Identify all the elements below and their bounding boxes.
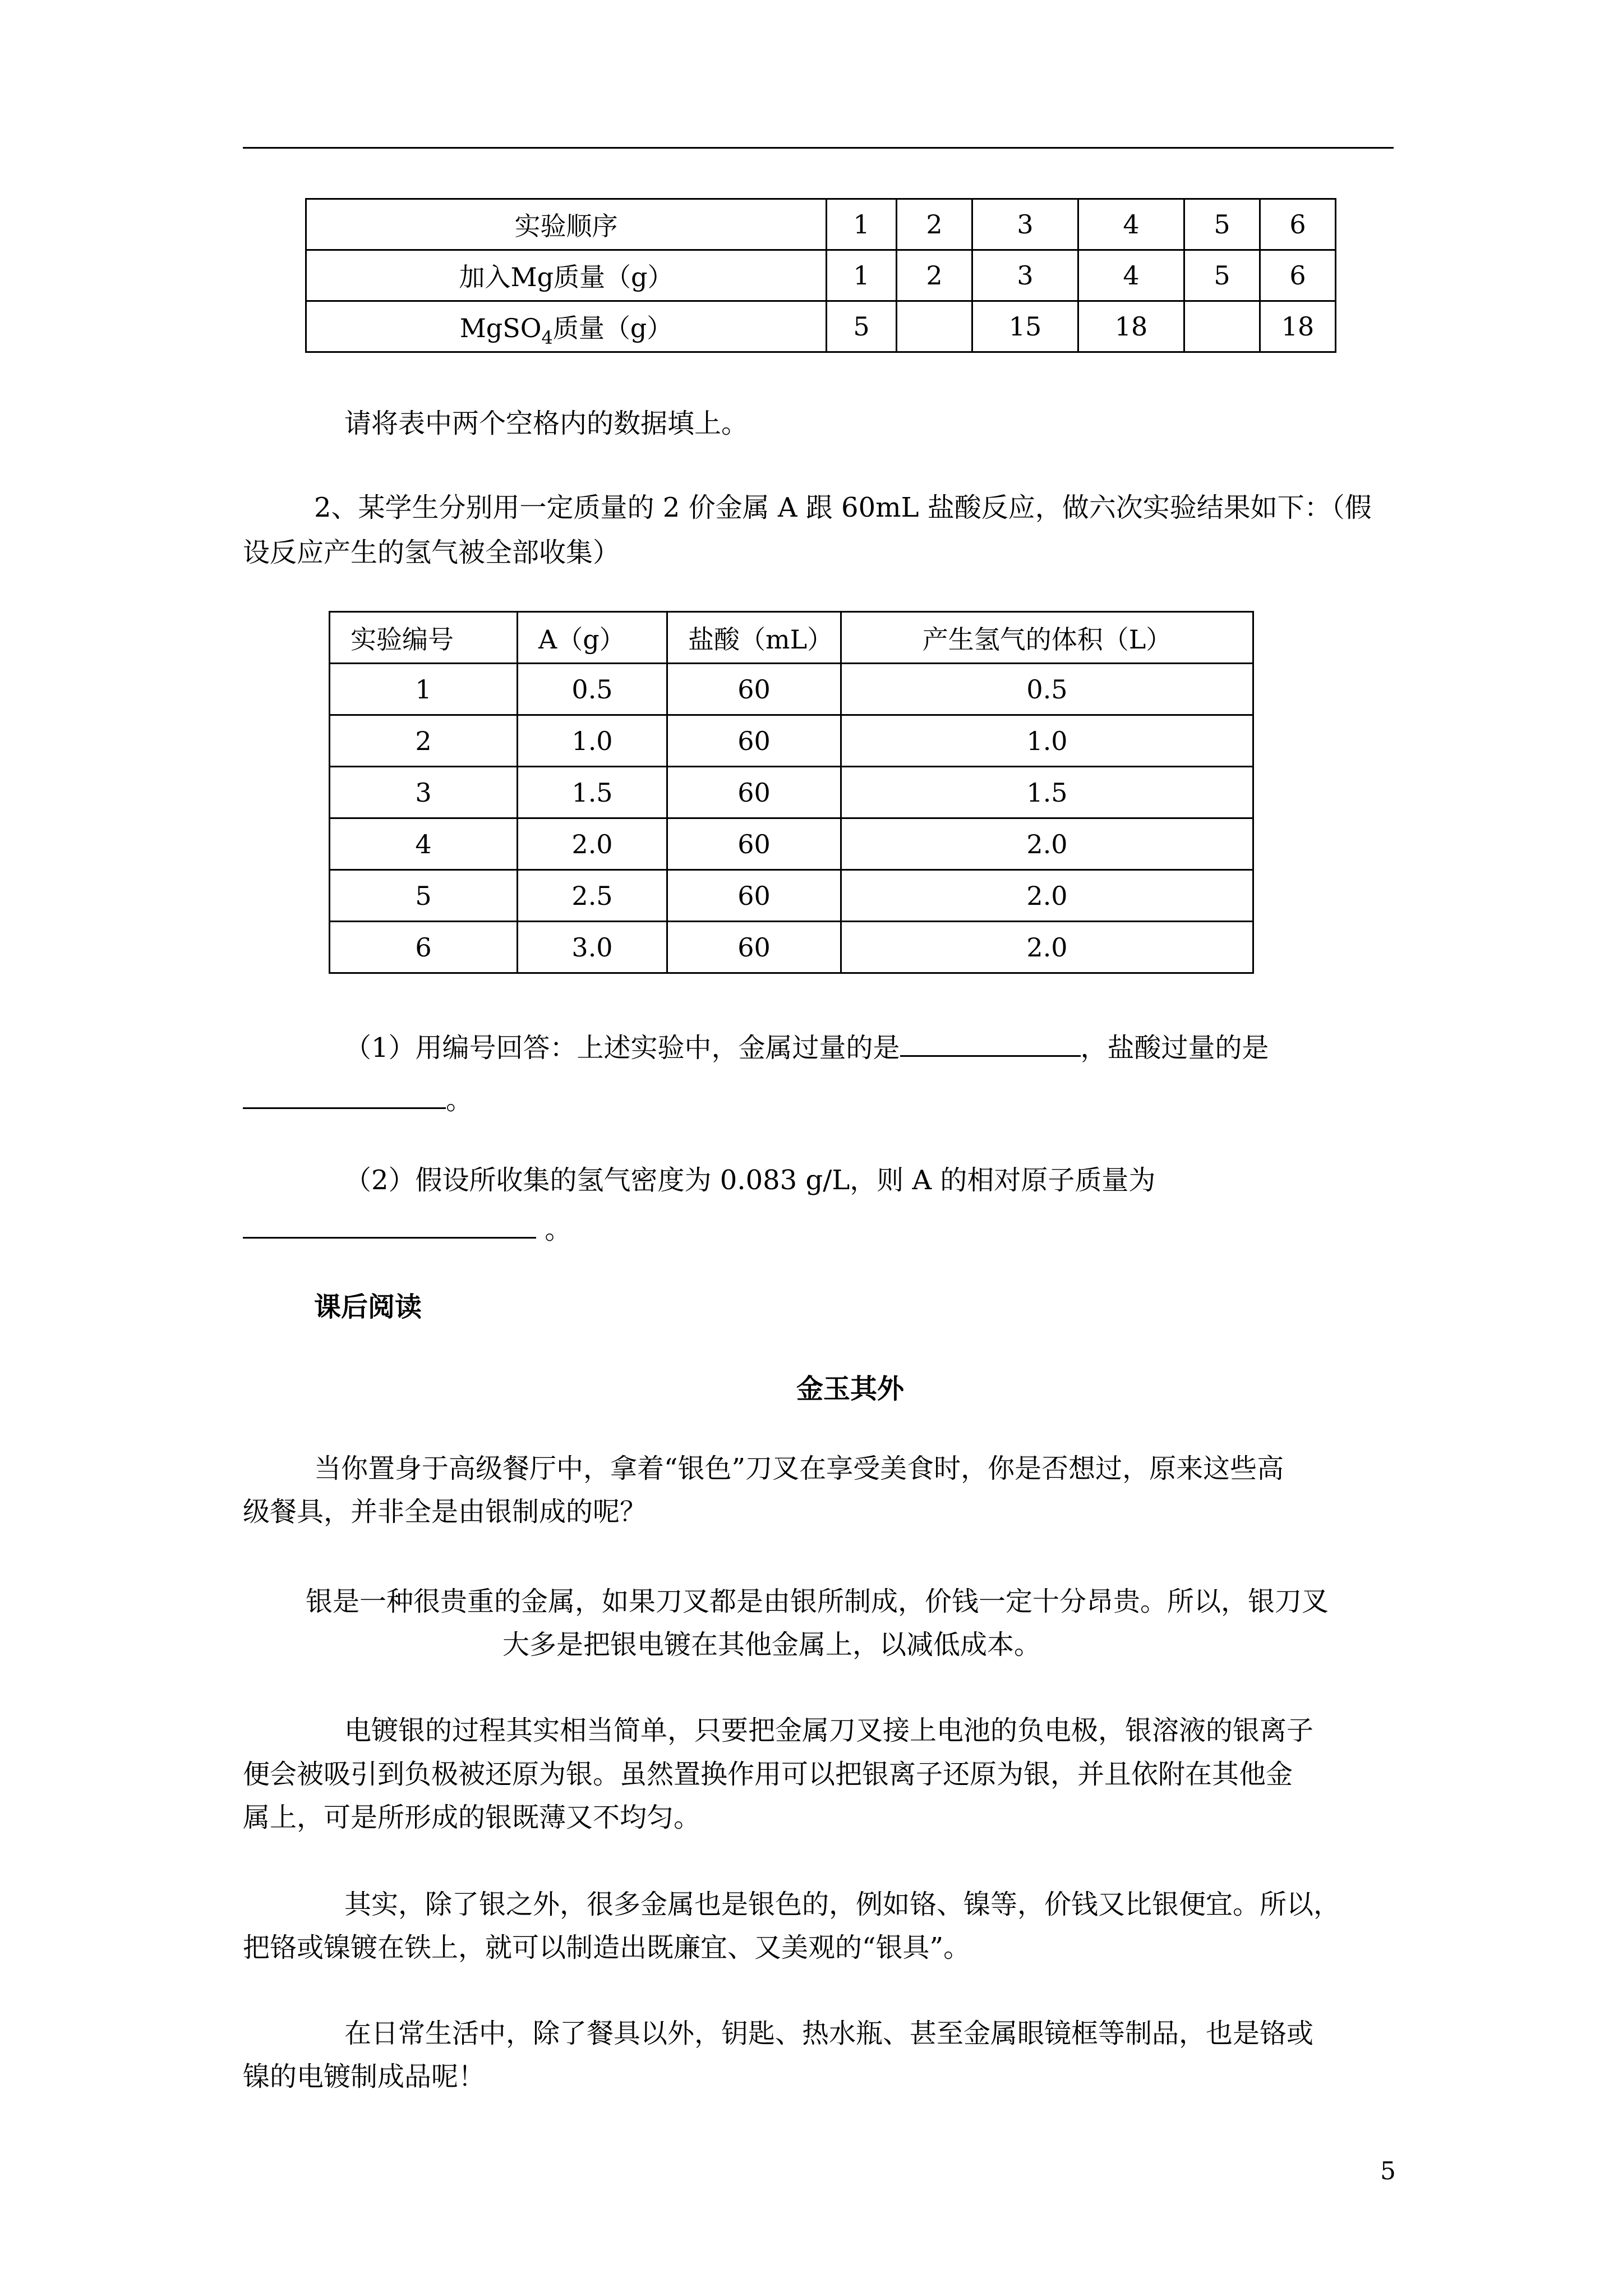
question2-line2: 设反应产生的氢气被全部收集） xyxy=(243,537,620,568)
subquestion-2-cont xyxy=(243,1207,571,1252)
mg-table xyxy=(305,198,1336,353)
table-cell: 1 xyxy=(827,199,897,250)
table-cell: 3 xyxy=(972,250,1078,301)
subquestion-2-end: 。 xyxy=(545,1214,572,1245)
table-cell: 5 xyxy=(330,870,518,922)
table-header: 产生氢气的体积（L） xyxy=(841,612,1253,664)
table-cell xyxy=(306,301,827,352)
table-row xyxy=(330,922,1253,973)
table-cell: 2 xyxy=(897,250,972,301)
table-cell: 18 xyxy=(1260,301,1336,352)
table-cell: 1.5 xyxy=(841,767,1253,818)
paragraph-3-line-1: 电镀银的过程其实相当简单，只要把金属刀叉接上电池的负电极，银溶液的银离子 xyxy=(344,1715,1314,1746)
table-cell: 6 xyxy=(330,922,518,973)
table-cell: 1 xyxy=(827,250,897,301)
paragraph-5-line-2: 镍的电镀制成品呢！ xyxy=(243,2061,486,2092)
table-cell: 2.0 xyxy=(841,870,1253,922)
subquestion-2: （2）假设所收集的氢气密度为 0.083 g/L，则 A 的相对原子质量为 xyxy=(344,1165,1156,1196)
table-cell: 4 xyxy=(1078,199,1184,250)
table-header-row xyxy=(330,612,1253,664)
reading-heading: 课后阅读 xyxy=(314,1291,422,1323)
table-cell: 5 xyxy=(827,301,897,352)
paragraph-3-line-3: 属上，可是所形成的银既薄又不均匀。 xyxy=(243,1802,701,1833)
paragraph-4-line-1: 其实，除了银之外，很多金属也是银色的，例如铬、镍等，价钱又比银便宜。所以， xyxy=(344,1889,1341,1920)
answer-blank-1[interactable] xyxy=(900,1030,1081,1057)
table-cell: 1 xyxy=(330,664,518,715)
answer-blank-2[interactable] xyxy=(243,1083,446,1109)
subquestion-1-cont xyxy=(243,1078,473,1122)
table-cell: 60 xyxy=(667,818,841,870)
table-cell: 加入Mg质量（g） xyxy=(306,250,827,301)
table-cell-blank xyxy=(897,301,972,352)
paragraph-5-line-1: 在日常生活中，除了餐具以外，钥匙、热水瓶、甚至金属眼镜框等制品，也是铬或 xyxy=(344,2018,1314,2049)
paragraph-4-line-2: 把铬或镍镀在铁上，就可以制造出既廉宜、又美观的“银具”。 xyxy=(243,1932,971,1963)
table-cell: 6 xyxy=(1260,199,1336,250)
article-title: 金玉其外 xyxy=(796,1373,905,1405)
table-header: A（g） xyxy=(518,612,667,664)
formula-main: MgSO xyxy=(459,313,542,343)
table-cell-blank xyxy=(1184,301,1260,352)
paragraph-1-line-1: 当你置身于高级餐厅中，拿着“银色”刀叉在享受美食时，你是否想过，原来这些高 xyxy=(314,1453,1284,1484)
table-cell: 15 xyxy=(972,301,1078,352)
table-header: 实验编号 xyxy=(330,612,518,664)
table-cell: 1.5 xyxy=(518,767,667,818)
instruction-text: 请将表中两个空格内的数据填上。 xyxy=(344,408,749,439)
table-cell: 3.0 xyxy=(518,922,667,973)
table-cell: 60 xyxy=(667,664,841,715)
answer-blank-3[interactable] xyxy=(243,1212,536,1239)
paragraph-2-line-1: 银是一种很贵重的金属，如果刀叉都是由银所制成，价钱一定十分昂贵。所以，银刀叉 xyxy=(306,1586,1329,1617)
table-cell: 0.5 xyxy=(841,664,1253,715)
table-cell: 2.5 xyxy=(518,870,667,922)
subquestion-1-end: 。 xyxy=(446,1084,473,1116)
table-cell: 3 xyxy=(330,767,518,818)
table-row xyxy=(330,664,1253,715)
table-row xyxy=(330,715,1253,767)
table-row xyxy=(306,199,1336,250)
formula-rest: 质量（g） xyxy=(552,313,673,343)
paragraph-1-line-2: 级餐具，并非全是由银制成的呢？ xyxy=(243,1496,647,1527)
table-cell: 4 xyxy=(330,818,518,870)
table-cell: 5 xyxy=(1184,250,1260,301)
table-cell: 60 xyxy=(667,870,841,922)
metal-a-table xyxy=(329,611,1254,974)
table-cell: 2 xyxy=(897,199,972,250)
table-cell: 实验顺序 xyxy=(306,199,827,250)
table-header: 盐酸（mL） xyxy=(667,612,841,664)
table-cell: 1.0 xyxy=(841,715,1253,767)
question2-line1: 2、某学生分别用一定质量的 2 价金属 A 跟 60mL 盐酸反应，做六次实验结果如下：（假 xyxy=(314,492,1372,523)
table-cell: 2.0 xyxy=(841,922,1253,973)
table-cell: 60 xyxy=(667,922,841,973)
table-cell: 4 xyxy=(1078,250,1184,301)
table-cell: 18 xyxy=(1078,301,1184,352)
table-cell: 1.0 xyxy=(518,715,667,767)
table-cell: 6 xyxy=(1260,250,1336,301)
subquestion-1 xyxy=(344,1025,1269,1070)
subquestion-1-text-b: ，盐酸过量的是 xyxy=(1080,1032,1269,1064)
table-row xyxy=(330,818,1253,870)
formula-subscript: 4 xyxy=(541,327,553,348)
table-row xyxy=(330,870,1253,922)
table-cell: 2 xyxy=(330,715,518,767)
header-rule xyxy=(243,147,1394,149)
page-number: 5 xyxy=(1380,2157,1396,2185)
paragraph-3-line-2: 便会被吸引到负极被还原为银。虽然置换作用可以把银离子还原为银，并且依附在其他金 xyxy=(243,1759,1293,1790)
table-row xyxy=(306,250,1336,301)
table-cell: 2.0 xyxy=(518,818,667,870)
paragraph-2-line-2: 大多是把银电镀在其他金属上，以减低成本。 xyxy=(502,1629,1041,1660)
table-cell: 60 xyxy=(667,767,841,818)
table-cell: 2.0 xyxy=(841,818,1253,870)
table-cell: 5 xyxy=(1184,199,1260,250)
table-cell: 0.5 xyxy=(518,664,667,715)
table-cell: 3 xyxy=(972,199,1078,250)
table-cell: 60 xyxy=(667,715,841,767)
table-row xyxy=(330,767,1253,818)
table-row xyxy=(306,301,1336,352)
subquestion-1-text-a: （1）用编号回答：上述实验中，金属过量的是 xyxy=(344,1032,900,1064)
